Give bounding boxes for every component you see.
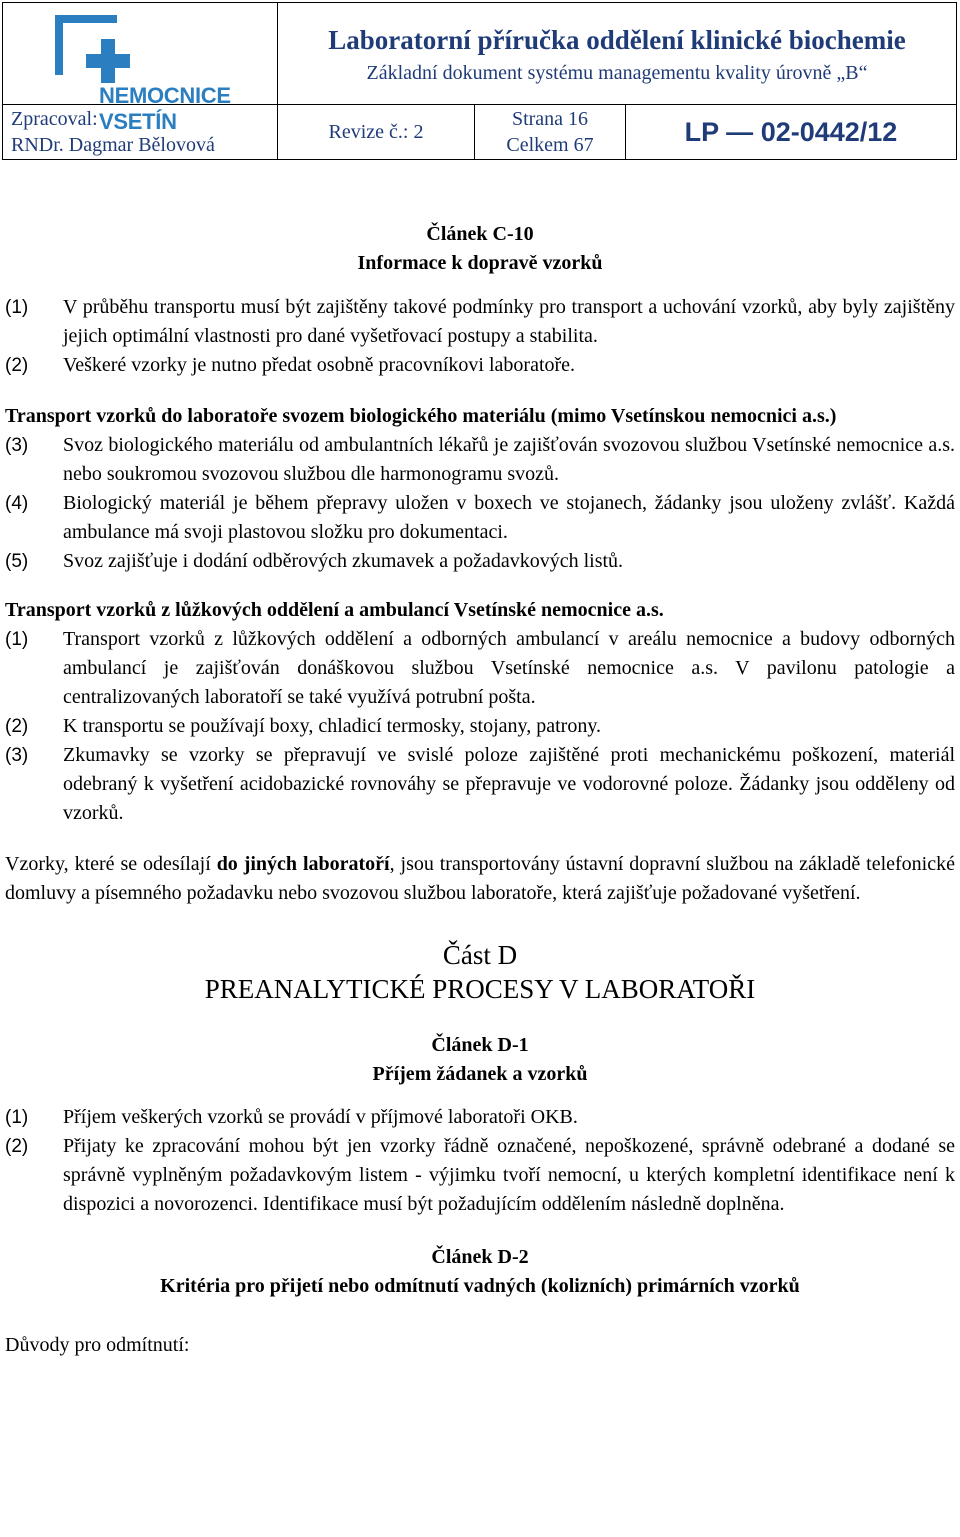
item-text: Biologický materiál je během přepravy uložen v boxech ve stojanech, žádanky jsou uloženy zvlášť. Každá ambulance má svoji plastovou složku pro dokumentaci. <box>63 492 955 543</box>
item-number: (2) <box>5 716 29 737</box>
list-item <box>5 547 955 576</box>
article-d2-subheading: Kritéria pro přijetí nebo odmítnutí vadných (kolizních) primárních vzorků <box>160 1275 800 1297</box>
item-text: V průběhu transportu musí být zajištěny takové podmínky pro transport a uchování vzorků, aby byly zajištěny jejich optimální vlastnosti pro dané vyšetřovací postupy a stabilita. <box>63 296 955 347</box>
d1-list <box>5 1103 955 1219</box>
part-d-title: Část D <box>442 940 518 970</box>
list-item <box>5 625 955 712</box>
list-item <box>5 741 955 828</box>
document-header <box>2 2 957 160</box>
page-total: Celkem 67 <box>506 134 594 156</box>
part-d-subtitle: PREANALYTICKÉ PROCESY V LABORATOŘI <box>204 974 756 1004</box>
other-labs-text-start: Vzorky, které se odesílají <box>5 853 217 875</box>
article-c10-subheading: Informace k dopravě vzorků <box>357 252 603 274</box>
list-item <box>5 712 955 741</box>
item-number: (3) <box>5 745 29 766</box>
external-transport-list <box>5 431 955 576</box>
c10-list <box>5 293 955 380</box>
item-number: (4) <box>5 493 29 514</box>
item-text: Přijaty ke zpracování mohou být jen vzorky řádně označené, nepoškozené, správně odebrané a dodané se správně vyplněným požadavkovým listem - výjimku tvoří nemocní, u kterých kompletní identifikace není k dispozici a novorozenci. Identifikace musí být požadujícím oddělením následně doplněna. <box>63 1135 955 1215</box>
internal-transport-list <box>5 625 955 828</box>
page-subtitle: Základní dokument systému managementu kvality úrovně „B“ <box>366 61 868 84</box>
section-heading-internal-transport: Transport vzorků z lůžkových oddělení a ambulancí Vsetínské nemocnice a.s. <box>5 599 664 621</box>
item-text: Svoz biologického materiálu od ambulantních lékařů je zajišťován svozovou službou Vsetínské nemocnice a.s. nebo soukromou svozovou službou dle harmonogramu svozů. <box>63 434 955 485</box>
list-item <box>5 489 955 547</box>
section-heading-external-transport: Transport vzorků do laboratoře svozem biologického materiálu (mimo Vsetínskou nemocnici a.s.) <box>5 405 837 427</box>
item-text: Zkumavky se vzorky se přepravují ve svislé poloze zajištěné proti mechanickému poškození, materiál odebraný k vyšetření acidobazické rovnováhy se přepravuje ve vodorovné poloze. Žádanky jsou odděleny od vzorků. <box>63 744 955 824</box>
logo-text: NEMOCNICE VSETÍN <box>99 83 231 134</box>
item-text: Příjem veškerých vzorků se provádí v příjmové laboratoři OKB. <box>63 1106 578 1128</box>
list-item <box>5 1132 955 1219</box>
item-text: Veškeré vzorky je nutno předat osobně pracovníkovi laboratoře. <box>63 354 576 376</box>
revision: Revize č.: 2 <box>278 105 475 160</box>
list-item <box>5 431 955 489</box>
article-d1-heading: Článek D-1 <box>431 1034 529 1056</box>
prepared-name: RNDr. Dagmar Bělovová <box>11 134 215 156</box>
item-number: (2) <box>5 355 29 376</box>
list-item <box>5 1103 955 1132</box>
list-item <box>5 351 955 380</box>
item-text: Transport vzorků z lůžkových oddělení a odborných ambulancí v areálu nemocnice a budovy odborných ambulancí je zajišťován donáškovou službou Vsetínské nemocnice a.s. V pavilonu patologie a centralizovaných laboratoří se také využívá potrubní pošta. <box>63 628 955 708</box>
other-labs-paragraph <box>5 850 955 908</box>
item-number: (1) <box>5 629 29 650</box>
article-d2-heading: Článek D-2 <box>431 1246 529 1268</box>
document-body <box>5 220 955 1360</box>
document-code: LP — 02-0442/12 <box>626 105 957 160</box>
item-number: (1) <box>5 1107 29 1128</box>
item-number: (5) <box>5 551 29 572</box>
other-labs-text-end: , jsou transportovány ústavní dopravní službou na základě telefonické domluvy a písemného požadavku nebo svozovou službou laboratoře, která zajišťuje požadované vyšetření. <box>5 853 955 904</box>
item-number: (3) <box>5 435 29 456</box>
item-number: (1) <box>5 297 29 318</box>
header-title-cell <box>278 3 957 105</box>
item-text: K transportu se používají boxy, chladicí termosky, stojany, patrony. <box>63 715 602 737</box>
article-c10-heading: Článek C-10 <box>426 223 534 245</box>
page-count <box>475 105 626 160</box>
list-item <box>5 293 955 351</box>
page-title: Laboratorní příručka oddělení klinické biochemie <box>328 24 906 55</box>
article-d1-subheading: Příjem žádanek a vzorků <box>372 1063 588 1085</box>
item-text: Svoz zajišťuje i dodání odběrových zkumavek a požadavkových listů. <box>63 550 624 572</box>
page-number: Strana 16 <box>511 108 589 130</box>
rejection-reasons-label: Důvody pro odmítnutí: <box>5 1334 190 1356</box>
item-number: (2) <box>5 1136 29 1157</box>
hospital-cross-icon <box>53 13 183 93</box>
prepared-label: Zpracoval: <box>11 108 98 130</box>
other-labs-emphasis: do jiných laboratoří <box>216 853 390 875</box>
